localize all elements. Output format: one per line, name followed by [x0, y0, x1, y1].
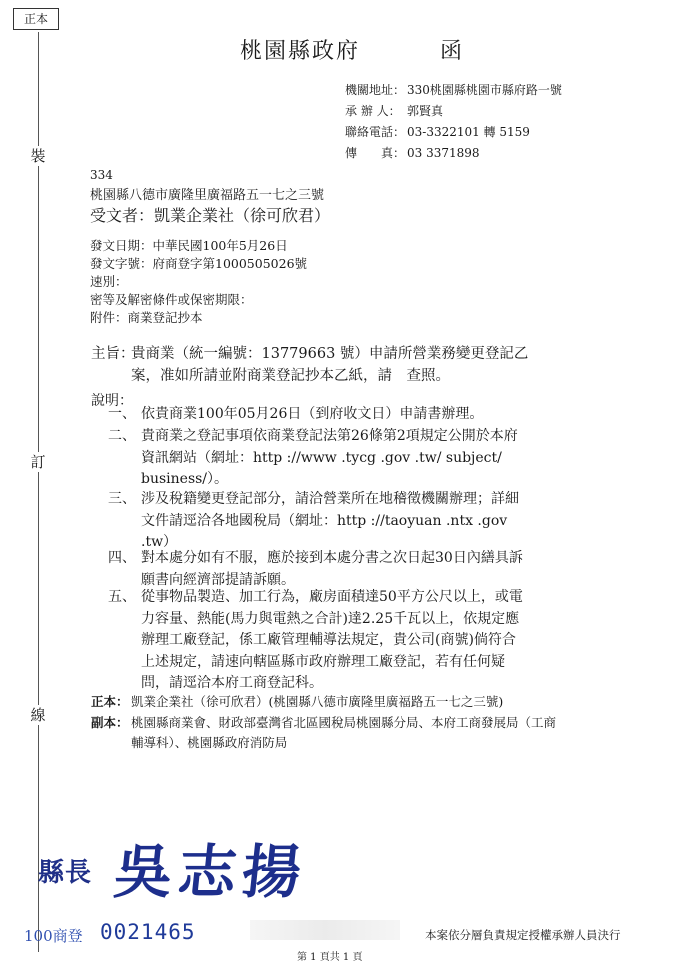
- doc-type: 函: [440, 39, 465, 64]
- speed-class: 速別：: [90, 274, 128, 289]
- binding-line: [38, 32, 39, 952]
- item-line: 從事物品製造、加工行為，廠房面積達50平方公尺以上，或電: [141, 589, 523, 605]
- item-line: 辦理工廠登記，係工廠管理輔導法規定，貴公司(商號)倘符合: [141, 632, 516, 648]
- sender-fax-row: 傳 真： 03 3371898: [345, 146, 480, 160]
- recipient-label: 受文者：凱業企業社（徐可欣君）: [90, 206, 331, 225]
- binding-mark-ding: 訂: [28, 452, 48, 472]
- faded-seal: [250, 920, 400, 940]
- sender-address-row: 機關地址： 330桃園縣桃園市縣府路一號: [345, 83, 562, 97]
- subject-line: 貴商業（統一編號：13779663 號）申請所營業務變更登記乙: [131, 346, 529, 362]
- recipient-address: 桃園縣八德市廣隆里廣福路五一七之三號: [90, 188, 325, 203]
- subject-block: [91, 343, 631, 387]
- item-line: 力容量、熱能(馬力與電熱之合計)達2.25千瓦以上，依規定應: [141, 610, 520, 627]
- item-line: .tw）: [141, 534, 178, 550]
- explanation-item: 一、 依貴商業100年05月26日（到府收文日）申請書辦理。: [108, 404, 618, 426]
- item-line: 涉及稅籍變更登記部分，請洽營業所在地稽徵機關辦理；詳細: [141, 491, 519, 507]
- explanation-item: 四、 對本處分如有不服，應於接到本處分書之次日起30日內繕具訴 願書向經濟部提請訴願。: [108, 548, 618, 591]
- sender-handler-row: 承 辦 人： 郭賢真: [345, 104, 444, 118]
- subject-label: 主旨：: [91, 346, 135, 362]
- item-line: 貴商業之登記事項依商業登記法第26條第2項規定公開於本府: [141, 428, 518, 444]
- delegation-note: 本案依分層負責規定授權承辦人員決行: [425, 928, 621, 942]
- agency-name: 桃園縣政府: [240, 39, 361, 64]
- doc-prefix: 100商登: [24, 927, 83, 945]
- binding-mark-xian: 線: [28, 705, 48, 725]
- binding-mark-zhuang: 裝: [28, 146, 48, 166]
- original-recipient: 正本： 凱業企業社（徐可欣君）(桃園縣八德市廣隆里廣福路五一七之三號): [91, 694, 504, 709]
- item-line: 問，請逕洽本府工商登記科。: [141, 675, 323, 691]
- item-line: business/）。: [141, 471, 229, 487]
- attachment: 附件：商業登記抄本: [90, 310, 203, 325]
- doc-serial: 0021465: [100, 920, 196, 944]
- issue-number: 發文字號：府商登字第1000505026號: [90, 256, 308, 271]
- postal-code: 334: [90, 168, 113, 182]
- item-line: 上述規定，請速向轄區縣市政府辦理工廠登記，若有任何疑: [141, 653, 505, 670]
- document-meta: [90, 237, 307, 327]
- subject-line: 案，准如所請並附商業登記抄本乙紙，請 查照。: [131, 368, 450, 384]
- explanation-item: 三、 涉及稅籍變更登記部分，請洽營業所在地稽徵機關辦理；詳細 文件請逕洽各地國稅局（網址：http ://taoyuan .ntx .gov .tw）: [108, 489, 618, 554]
- security-class: 密等及解密條件或保密期限：: [90, 292, 253, 307]
- mayor-signature: 吳志揚: [110, 838, 311, 906]
- item-line: 對本處分如有不服，應於接到本處分書之次日起30日內繕具訴: [141, 550, 523, 566]
- document-title: [240, 34, 464, 65]
- sender-info: [345, 80, 562, 164]
- copy-recipients: 副本： 桃園縣商業會、財政部臺灣省北區國稅局桃園縣分局、本府工商發展局（工商 輔導科）、桃園縣政府消防局: [91, 715, 557, 750]
- sender-phone-row: 聯絡電話： 03-3322101 轉 5159: [345, 125, 530, 139]
- item-line: 資訊網站（網址：http ://www .tycg .gov .tw/ subject/: [141, 449, 502, 466]
- item-line: 依貴商業100年05月26日（到府收文日）申請書辦理。: [141, 406, 484, 422]
- explanation-item: 五、 從事物品製造、加工行為，廠房面積達50平方公尺以上，或電 力容量、熱能(馬力與電熱之合計)達2.25千瓦以上，依規定應 辦理工廠登記，係工廠管理輔導法規定，貴公司(商號)倘符合 上述規定，請速向轄區縣市政府辦理工廠登記，若有任何疑 問，請逕洽本府工商登記科。: [108, 587, 618, 695]
- explanation-label: 說明：: [91, 393, 133, 409]
- issue-date: 發文日期：中華民國100年5月26日: [90, 238, 288, 253]
- copy-type-box: 正本: [13, 8, 59, 30]
- explanation-item: 二、 貴商業之登記事項依商業登記法第26條第2項規定公開於本府 資訊網站（網址：http ://www .tycg .gov .tw/ subject/ business/）。: [108, 426, 618, 491]
- page-number: 第 1 頁共 1 頁: [297, 952, 363, 963]
- item-line: 文件請逕洽各地國稅局（網址：http ://taoyuan .ntx .gov: [141, 512, 508, 529]
- item-line: 願書向經濟部提請訴願。: [141, 571, 295, 588]
- mayor-title: 縣長: [38, 858, 93, 888]
